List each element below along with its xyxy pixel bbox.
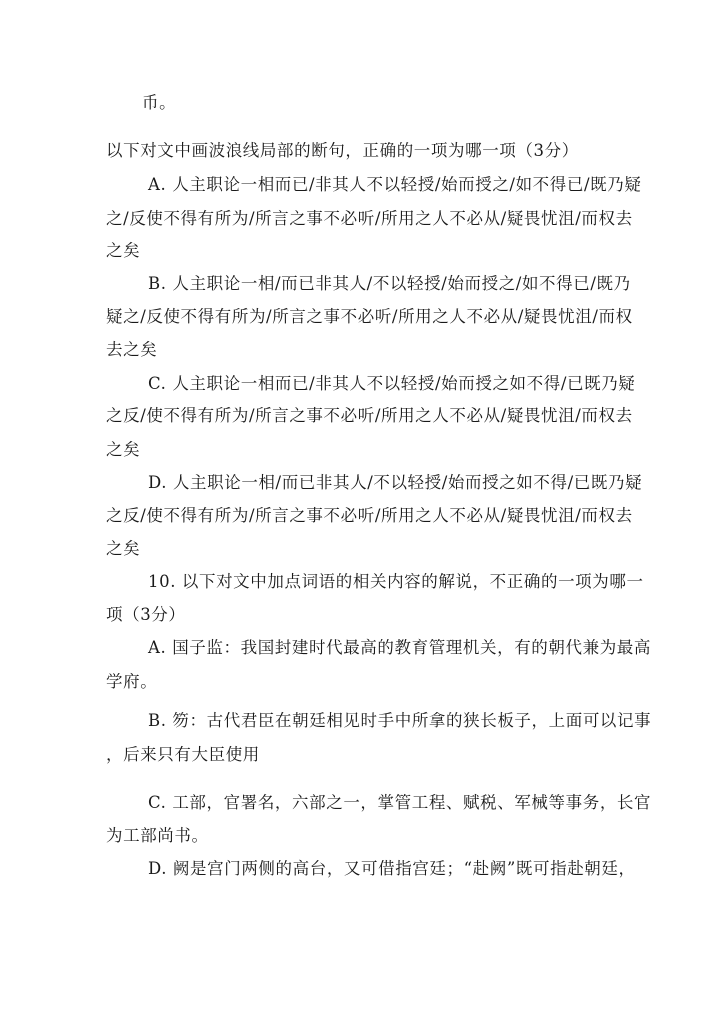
option-a-line-3: 之矣 [106, 241, 141, 260]
question-10-stem-line-1: 10. 以下对文中加点词语的相关内容的解说，不正确的一项为哪一 [148, 572, 644, 591]
option-c-line-2: 之反/使不得有所为/所言之事不必听/所用之人不必从/疑畏忧沮/而权去 [106, 406, 633, 425]
question-9-stem: 以下对文中画波浪线局部的断句，正确的一项为哪一项（3分） [106, 141, 579, 160]
q10-option-b-line-2: ，后来只有大臣使用 [106, 745, 260, 764]
q10-option-a-line-2: 学府。 [106, 672, 158, 691]
option-c-line-3: 之矣 [106, 440, 141, 459]
q10-option-d-line-1: D. 阙是宫门两侧的高台，又可借指宫廷；“赴阙”既可指赴朝廷， [148, 859, 636, 878]
option-a-line-1: A. 人主职论一相而已/非其人不以轻授/始而授之/如不得已/既乃疑 [148, 175, 642, 194]
q10-option-c-line-1: C. 工部，官署名，六部之一，掌管工程、赋税、军械等事务，长官 [148, 793, 652, 812]
option-b-line-2: 疑之/反使不得有所为/所言之事不必听/所用之人不必从/疑畏忧沮/而权 [106, 307, 633, 326]
option-b-line-1: B. 人主职论一相/而已非其人/不以轻授/始而授之/如不得已/既乃 [148, 274, 631, 293]
q10-option-b-line-1: B. 笏：古代君臣在朝廷相见时手中所拿的狭长板子，上面可以记事 [148, 711, 652, 730]
q10-option-a-line-1: A. 国子监：我国封建时代最高的教育管理机关，有的朝代兼为最高 [148, 638, 652, 657]
option-a-line-2: 之/反使不得有所为/所言之事不必听/所用之人不必从/疑畏忧沮/而权去 [106, 209, 633, 228]
question-10-stem-line-2: 项（3分） [106, 605, 186, 624]
text-line-fragment: 币。 [142, 93, 177, 112]
option-d-line-1: D. 人主职论一相/而已非其人/不以轻授/始而授之如不得/已既乃疑 [148, 473, 643, 492]
option-d-line-3: 之矣 [106, 539, 141, 558]
option-c-line-1: C. 人主职论一相而已/非其人不以轻授/始而授之如不得/已既乃疑 [148, 374, 636, 393]
option-d-line-2: 之反/使不得有所为/所言之事不必听/所用之人不必从/疑畏忧沮/而权去 [106, 506, 633, 525]
option-b-line-3: 去之矣 [106, 340, 158, 359]
q10-option-c-line-2: 为工部尚书。 [106, 826, 209, 845]
